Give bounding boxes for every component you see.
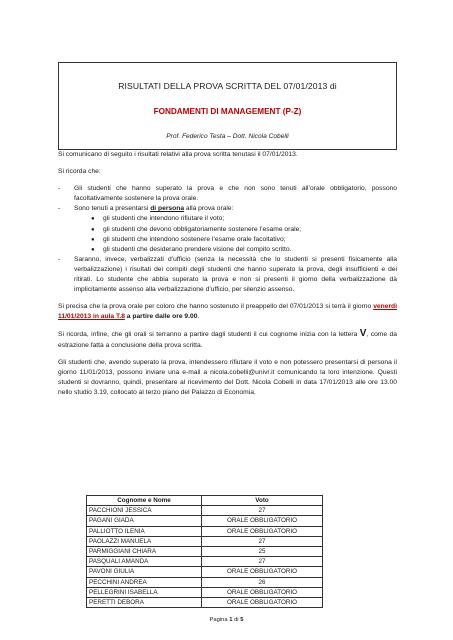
bullet-text: gli studenti che devono obbligatoriamente sostenere l’esame orale;: [103, 225, 302, 233]
student-vote-cell: 27: [202, 506, 323, 516]
letter-text-end: , come da estrazione fatta a conclusione della prova scritta.: [58, 331, 397, 349]
student-name-cell: PACCHIONI JESSICA: [87, 506, 202, 516]
bullet-icon: ●: [91, 246, 95, 253]
bullet-text: gli studenti che intendono rifiutare il voto;: [103, 215, 225, 223]
table-row: [87, 557, 323, 567]
course-title: FONDAMENTI DI MANAGEMENT (P-Z): [153, 107, 302, 116]
results-table-body: [87, 506, 323, 608]
student-name-cell: PASQUALI AMANDA: [87, 557, 202, 567]
reminder-label: Si ricorda che:: [58, 168, 101, 176]
bullet-icon: ●: [91, 226, 95, 233]
page-label: Pagina: [209, 617, 228, 623]
student-name-cell: PERETTI DEBORA: [87, 597, 202, 607]
bullet-text: gli studenti che desiderano prendere visione del compito scritto.: [103, 245, 292, 253]
bullet-icon: ●: [91, 216, 95, 223]
student-vote-cell: ORALE OBBLIGATORIO: [202, 597, 323, 607]
list-item-text: Saranno, invece, verbalizzati d’ufficio (senza la necessità che lo studenti si presenti fisicamente alla verbalizzazione) i risultati dei compiti degli studenti che hanno superato la prova, degli insufficienti e dei ritirati. Lo studente che abbia superato la prova e non si presenti il giorno della verbalizzazione dà implicitamente assenso alla verbalizzazione d’ufficio, per silenzio assenso.: [74, 255, 397, 294]
bullet-item: [58, 225, 397, 235]
student-vote-cell: 25: [202, 546, 323, 556]
bullet-item: [58, 245, 397, 255]
student-vote-cell: ORALE OBBLIGATORIO: [202, 587, 323, 597]
bullet-icon: ●: [91, 236, 95, 243]
table-row: [87, 546, 323, 556]
bullet-item: [58, 235, 397, 245]
rifiuto-paragraph: Gli studenti che, avendo superato la prova, intendessero rifiutare il voto e non potessero presentarsi di persona il giorno 11/01/2013, possono inviare una e-mail a nicola.cobelli@univr.it comunicando la loro intenzione. Questi studenti si dovranno, quindi, presentare al ricevimento del Dott. Nicola Cobelli in data 17/01/2013 alle ore 13.00 nello studio 3.19, collocato al terzo piano del Palazzo di Economia.: [58, 358, 397, 396]
column-header-vote: Voto: [202, 496, 323, 506]
starting-letter: V: [359, 328, 367, 340]
orale-text: Si precisa che la prova orale per coloro che hanno sostenuto il preappello del 07/01/2013 si terrà il giorno: [58, 303, 374, 311]
orale-date: venerdì 11/01/2013 in aula T.8: [58, 303, 397, 321]
student-vote-cell: 26: [202, 577, 323, 587]
student-name-cell: PAOLAZZI MANUELA: [87, 536, 202, 546]
student-name-cell: PAGANI GIADA: [87, 516, 202, 526]
column-header-name: Cognome e Nome: [87, 496, 202, 506]
orale-end: .: [197, 313, 200, 321]
page-title: RISULTATI DELLA PROVA SCRITTA DEL 07/01/2013 di: [118, 81, 337, 91]
dash-marker: -: [58, 185, 61, 193]
list-item: [58, 204, 397, 214]
table-header-row: [87, 496, 323, 506]
results-table: [86, 495, 323, 608]
list-item-text: alla prova orale:: [184, 205, 234, 213]
student-name-cell: PECCHINI ANDREA: [87, 577, 202, 587]
list-item: [58, 184, 397, 204]
student-vote-cell: ORALE OBBLIGATORIO: [202, 516, 323, 526]
table-row: [87, 506, 323, 516]
table-row: [87, 536, 323, 546]
table-row: [87, 526, 323, 536]
dash-marker: -: [58, 255, 61, 263]
student-name-cell: PAVONI GIULIA: [87, 567, 202, 577]
bullet-text: gli studenti che intendono sostenere l’esame orale facoltativo;: [103, 235, 286, 243]
page-footer: [0, 617, 453, 623]
page-total: 5: [240, 617, 244, 623]
student-vote-cell: 27: [202, 536, 323, 546]
professors-line: Prof. Federico Testa – Dott. Nicola Cobelli: [166, 133, 289, 140]
dash-marker: -: [58, 205, 61, 213]
student-name-cell: PELLEGRINI ISABELLA: [87, 587, 202, 597]
emphasis-text: di persona: [150, 205, 185, 213]
intro-paragraph: Si comunicano di seguito i risultati relativi alla prova scritta tenutasi il 07/01/2013.: [58, 151, 298, 158]
student-vote-cell: ORALE OBBLIGATORIO: [202, 567, 323, 577]
list-item: [58, 255, 397, 295]
table-row: [87, 516, 323, 526]
table-row: [87, 577, 323, 587]
student-name-cell: PARMIGGIANI CHIARA: [87, 546, 202, 556]
table-row: [87, 587, 323, 597]
orale-time: a partire dalle ore 9.00: [124, 313, 198, 321]
page-of: di: [234, 617, 239, 623]
list-item-text: Gli studenti che hanno superato la prova e che non sono tenuti all’orale obbligatorio, possono facoltativamente sostenere la prova orale.: [74, 185, 397, 203]
table-row: [87, 597, 323, 607]
list-item-text: Sono tenuti a presentarsi: [74, 205, 151, 213]
letter-paragraph: [58, 329, 397, 350]
table-row: [87, 567, 323, 577]
page-current: 1: [229, 617, 233, 623]
student-vote-cell: ORALE OBBLIGATORIO: [202, 526, 323, 536]
student-vote-cell: 27: [202, 557, 323, 567]
orale-paragraph: [58, 302, 397, 322]
document-body: [58, 150, 397, 398]
student-name-cell: PALLIOTTO ILENIA: [87, 526, 202, 536]
letter-text: Si ricorda, infine, che gli orali si terranno a partire dagli studenti il cui cognome inizia con la lettera: [58, 331, 360, 339]
header-box: [58, 62, 397, 150]
bullet-item: [58, 214, 397, 224]
